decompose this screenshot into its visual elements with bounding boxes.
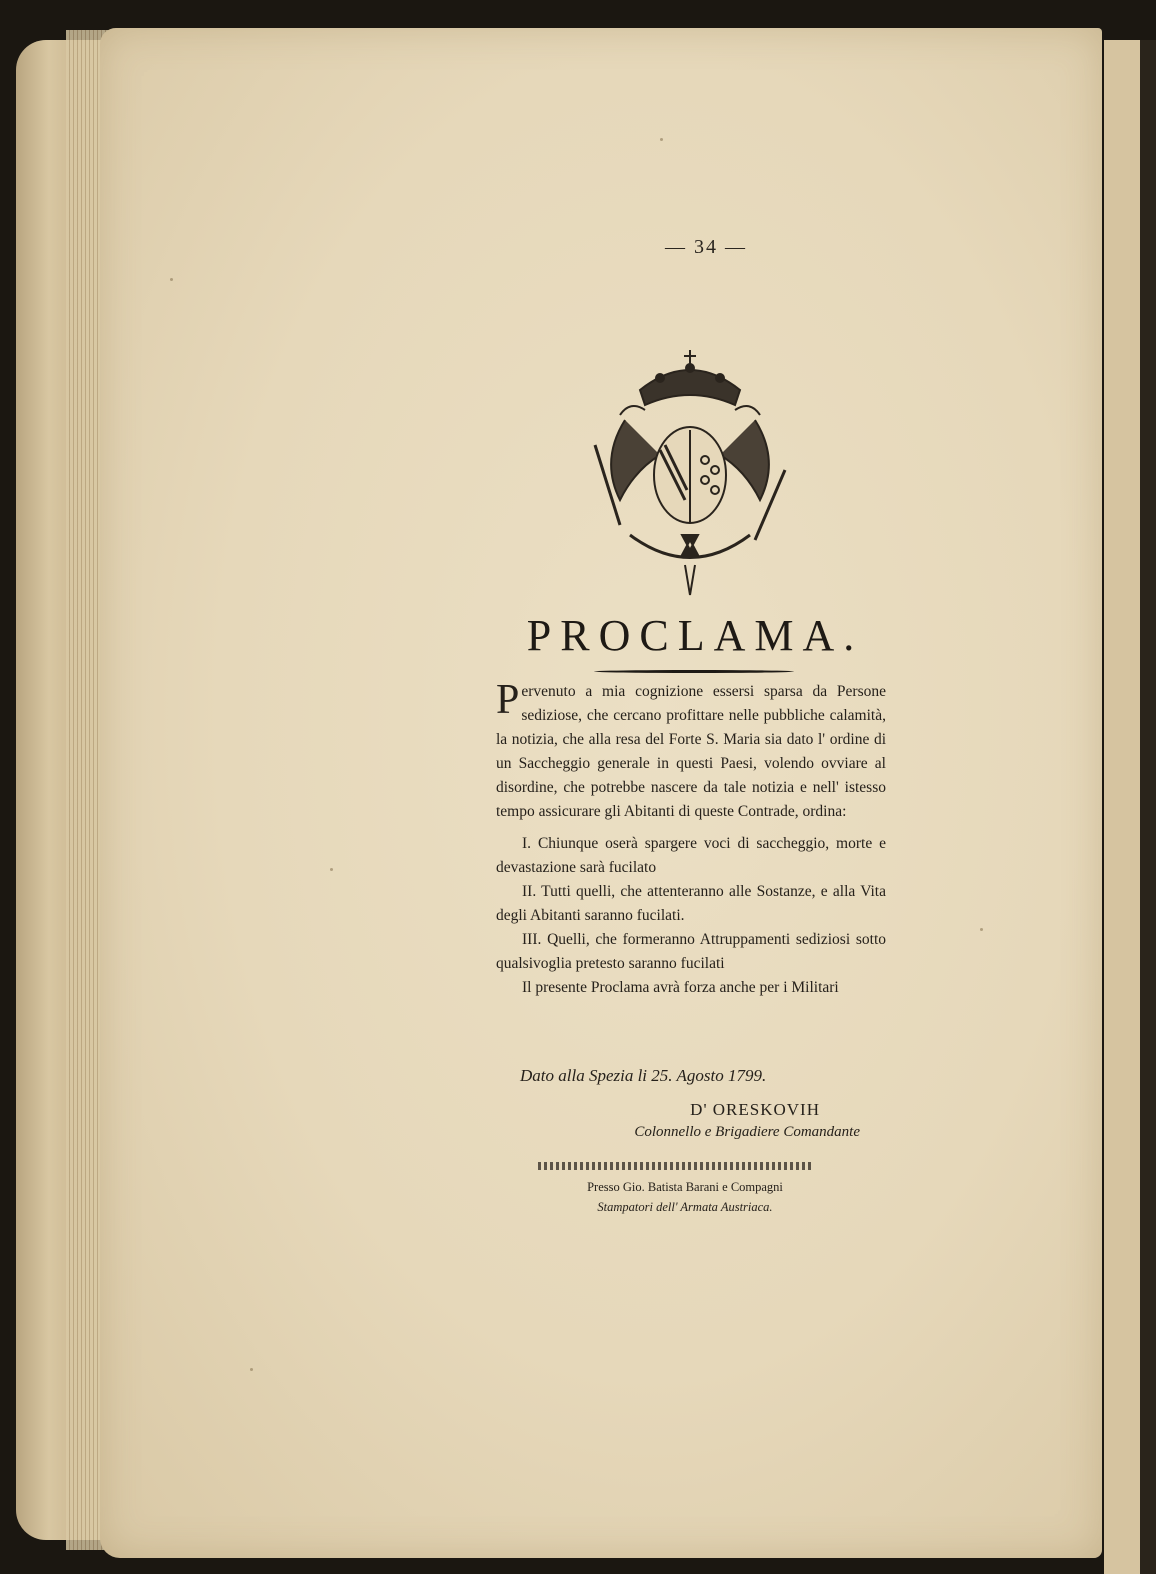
paper-speck bbox=[980, 928, 983, 931]
order-item: III. Quelli, che formeranno Attruppamenti sediziosi sotto qualsivoglia pretesto saranno fucilati bbox=[496, 931, 886, 972]
paper-speck bbox=[660, 138, 663, 141]
paper-speck bbox=[170, 278, 173, 281]
final-clause: Il presente Proclama avrà forza anche per i Militari bbox=[522, 979, 839, 996]
proclamation-title: PROCLAMA. bbox=[526, 611, 864, 660]
intro-text: ervenuto a mia cognizione essersi sparsa da Persone sediziose, che cercano profittare nelle pubbliche calamità, la notizia, che alla resa del Forte S. Maria sia dato l' ordine di un Saccheggio generale in questi Paesi, volendo ovviare al disordine, che potrebbe nascere da tale notizia e nell' istesso tempo assicurare gli Abitanti di queste Contrade, ordina: bbox=[496, 683, 886, 820]
order-item: II. Tutti quelli, che attenteranno alle Sostanze, e alla Vita degli Abitanti saranno fucilati. bbox=[496, 883, 886, 924]
printer-imprint: Presso Gio. Batista Barani e Compagni bbox=[587, 1180, 783, 1194]
dateline: Dato alla Spezia li 25. Agosto 1799. bbox=[520, 1066, 767, 1085]
proclamation-body bbox=[496, 677, 886, 1000]
paper-speck bbox=[250, 1368, 253, 1371]
coat-of-arms-icon bbox=[590, 350, 790, 600]
signatory-rank: Colonnello e Brigadiere Comandante bbox=[634, 1124, 860, 1140]
order-item: I. Chiunque oserà spargere voci di saccheggio, morte e devastazione sarà fucilato bbox=[496, 835, 886, 876]
order-list bbox=[496, 832, 886, 976]
facing-page-edge bbox=[1100, 40, 1156, 1574]
drop-cap: P bbox=[496, 677, 520, 723]
ornamental-rule bbox=[538, 1162, 814, 1170]
page-number: — 34 — bbox=[665, 236, 747, 258]
signature: D' ORESKOVIH bbox=[690, 1100, 820, 1119]
intro-paragraph bbox=[496, 677, 886, 824]
title-rule bbox=[594, 670, 794, 673]
printer-imprint-subtitle: Stampatori dell' Armata Austriaca. bbox=[597, 1200, 773, 1214]
paper-speck bbox=[330, 868, 333, 871]
